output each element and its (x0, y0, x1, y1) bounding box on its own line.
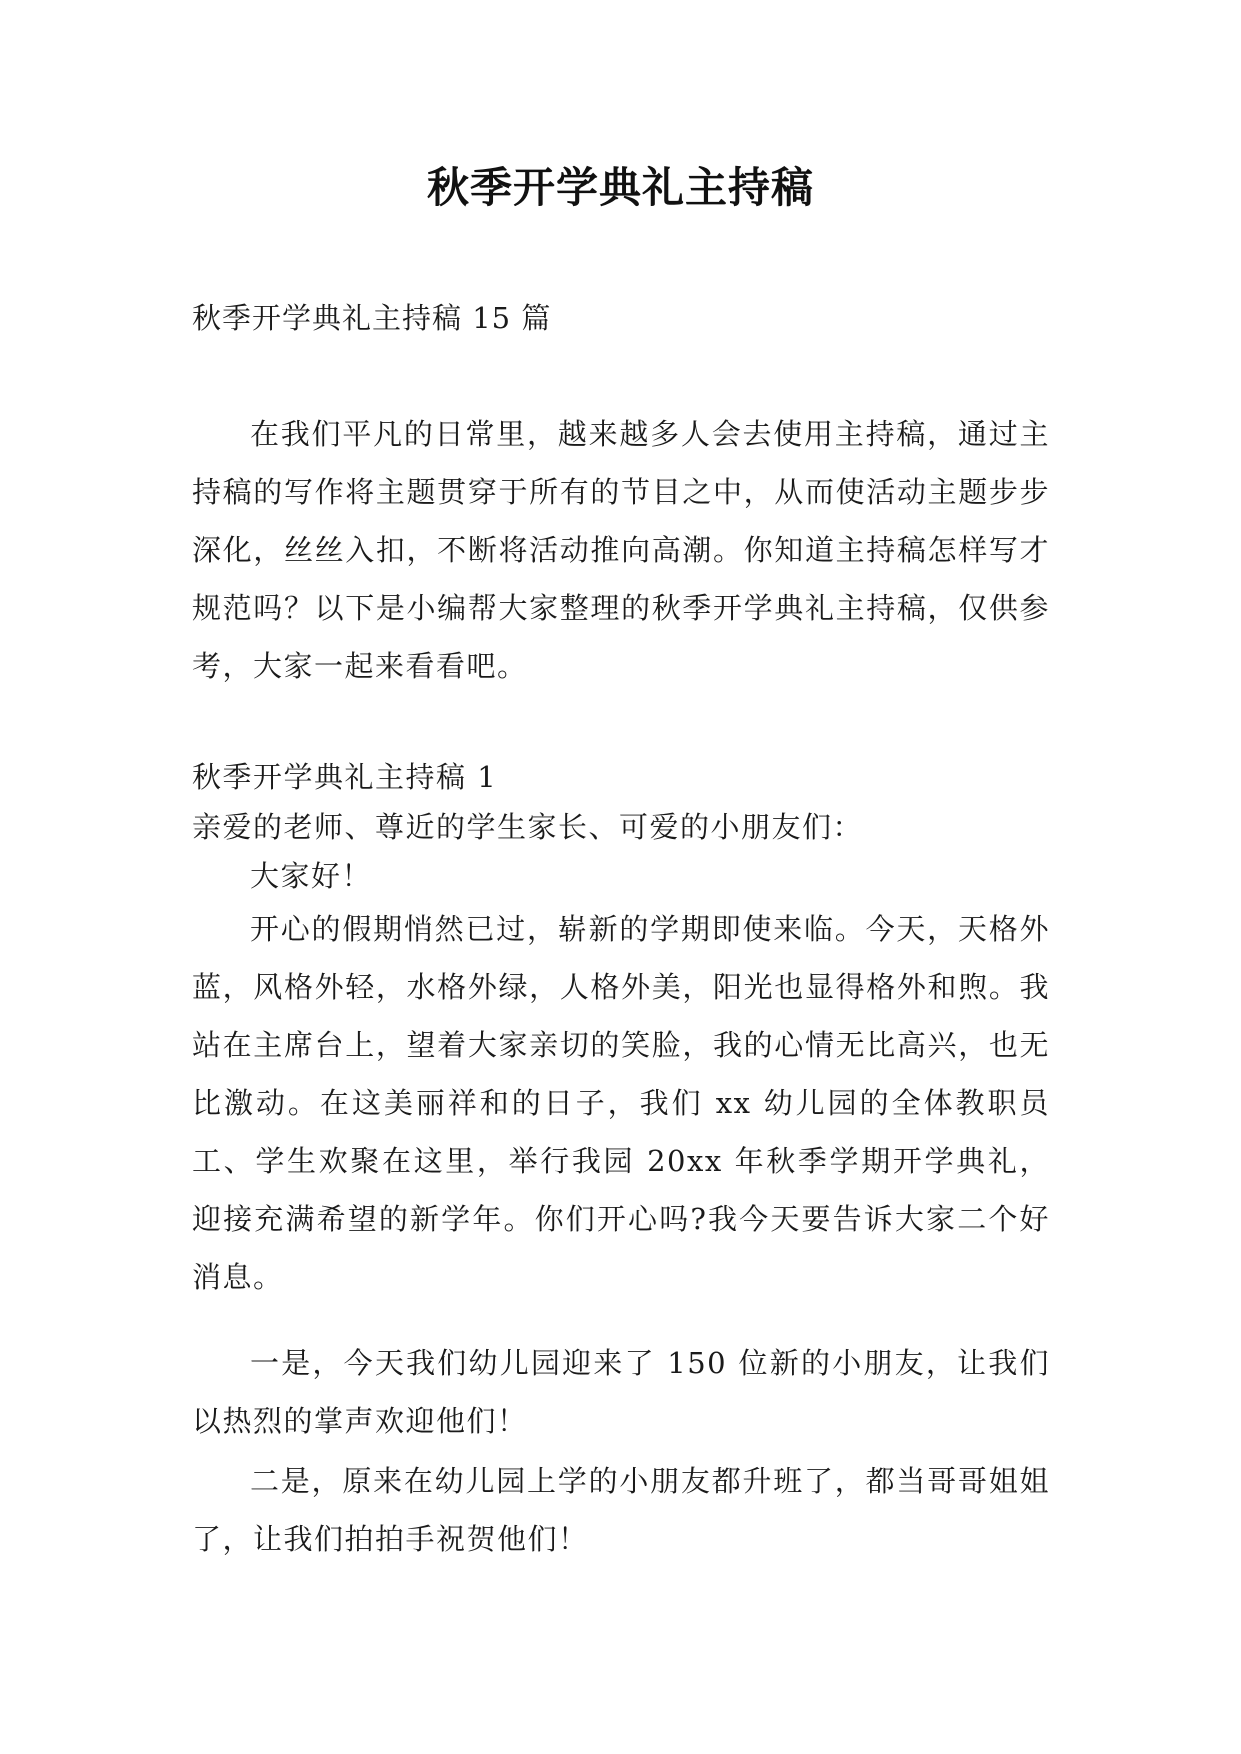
greeting-line: 亲爱的老师、尊近的学生家长、可爱的小朋友们： (192, 810, 864, 844)
body-paragraph: 开心的假期悄然已过，崭新的学期即使来临。今天，天格外蓝，风格外轻，水格外绿，人格外美，阳光也显得格外和煦。我站在主席台上，望着大家亲切的笑脸，我的心情无比高兴，也无比激动。在这美丽祥和的日子，我们 xx 幼儿园的全体教职员工、学生欢聚在这里，举行我园 20xx 年秋季学期开学典礼，迎接充满希望的新学年。你们开心吗?我今天要告诉大家二个好消息。 (192, 912, 1050, 1294)
body-paragraph: 一是，今天我们幼儿园迎来了 150 位新的小朋友，让我们以热烈的掌声欢迎他们！ (192, 1346, 1050, 1438)
body-paragraph: 二是，原来在幼儿园上学的小朋友都升班了，都当哥哥姐姐了，让我们拍拍手祝贺他们！ (192, 1464, 1050, 1556)
hello-line: 大家好！ (250, 859, 373, 893)
document-subtitle: 秋季开学典礼主持稿 15 篇 (192, 301, 552, 335)
intro-paragraph: 在我们平凡的日常里，越来越多人会去使用主持稿，通过主持稿的写作将主题贯穿于所有的节目之中，从而使活动主题步步深化，丝丝入扣，不断将活动推向高潮。你知道主持稿怎样写才规范吗？以下是小编帮大家整理的秋季开学典礼主持稿，仅供参考，大家一起来看看吧。 (192, 417, 1050, 683)
section-heading: 秋季开学典礼主持稿 1 (192, 760, 498, 794)
document-title: 秋季开学典礼主持稿 (426, 163, 814, 212)
